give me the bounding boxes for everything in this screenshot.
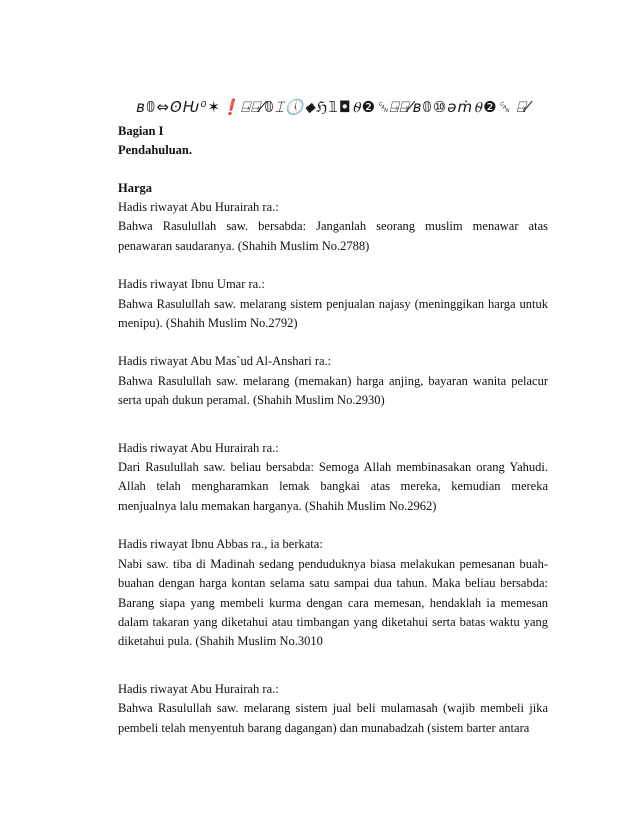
hadith-narrator: Hadis riwayat Ibnu Abbas ra., ia berkata: [118, 537, 323, 552]
section-title: Bagian I [118, 124, 164, 138]
hadith-text: Bahwa Rasulullah saw. bersabda: Janganlah seorang muslim menawar atas penawaran saudaranya. (Shahih Muslim No.2788) [118, 219, 548, 253]
hadith-text: Bahwa Rasulullah saw. melarang sistem jual beli mulamasah (wajib membeli jika pembeli telah menyentuh barang dagangan) dan munabadzah (sistem barter antara [118, 701, 548, 735]
hadith-narrator: Hadis riwayat Ibnu Umar ra.: [118, 277, 265, 292]
hadith-text: Nabi saw. tiba di Madinah sedang penduduknya biasa melakukan pemesanan buah-buahan dengan harga kontan selama satu sampai dua tahun. Maka beliau bersabda: Barang siapa yang membeli kurma dengan cara memesan, hendaklah ia memesan dalam takaran yang diketahui atau timbangan yang diketahui serta batas waktu yang diketahui pula. (Shahih Muslim No.3010 [118, 556, 548, 649]
hadith-narrator: Hadis riwayat Abu Mas`ud Al-Anshari ra.: [118, 354, 332, 369]
topic-heading: Harga [118, 181, 153, 195]
garbled-heading: ʙ𝟘⇔ʘǶ⁰✶❗⍈⍈⁄𝟘⌶🕔⬥ℌ𝟙◘⍬❷␘⍈⍈⁄ʙ𝟘⑩ǝṁ⍬❷␘ ⍈⁄ [136, 98, 530, 116]
hadith-narrator: Hadis riwayat Abu Hurairah ra.: [118, 200, 279, 214]
hadith-text: Dari Rasulullah saw. beliau bersabda: Semoga Allah membinasakan orang Yahudi. Allah telah mengharamkan lemak bangkai atas mereka, kemudian mereka menjualnya lalu memakan harganya. (Shahih Muslim No.2962) [118, 460, 548, 513]
hadith-narrator: Hadis riwayat Abu Hurairah ra.: [118, 681, 279, 696]
section-subtitle: Pendahuluan. [118, 143, 192, 157]
hadith-text: Bahwa Rasulullah saw. melarang sistem penjualan najasy (meninggikan harga untuk menipu). (Shahih Muslim No.2792) [118, 296, 548, 331]
hadith-text: Bahwa Rasulullah saw. melarang (memakan) harga anjing, bayaran wanita pelacur serta upah dukun peramal. (Shahih Muslim No.2930) [118, 373, 548, 408]
document-page [118, 96, 548, 738]
hadith-narrator: Hadis riwayat Abu Hurairah ra.: [118, 440, 279, 455]
